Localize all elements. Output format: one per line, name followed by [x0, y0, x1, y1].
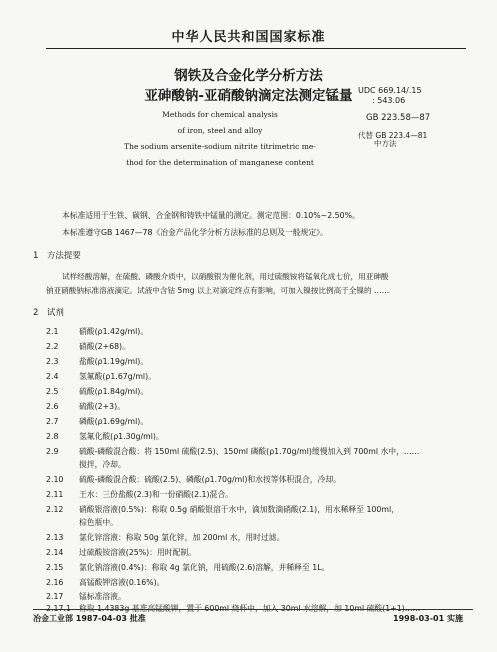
reagent-number: 2.15 — [46, 563, 64, 572]
reagent-item — [46, 562, 329, 573]
reagent-text: 称取 1.4383g 基准高锰酸钾，置于 600ml 烧杯中，加入 30ml 水溶解，加 10ml 硫酸(1+1)…… — [79, 604, 421, 613]
reagent-number: 2.12 — [46, 505, 64, 514]
gb-number: GB 223.58—87 — [366, 113, 431, 123]
title-en-line4: thod for the determination of manganese content — [126, 158, 314, 167]
reagent-item — [46, 547, 196, 558]
reagent-text: 硫酸-磷酸混合酸：硫酸(2.5)、磷酸(ρ1.70g/ml)和水按等体积混合，冷却。 — [79, 475, 341, 484]
reagent-text: 搅拌，冷却。 — [79, 460, 126, 469]
reagent-item — [46, 504, 399, 515]
reagent-item — [46, 517, 118, 528]
reagent-number: 2.5 — [46, 387, 59, 396]
title-en-line3: The sodium arsenite-sodium nitrite titrimetric me- — [124, 142, 316, 151]
udc-code-line2: : 543.06 — [372, 96, 406, 105]
reagent-item — [46, 416, 148, 427]
section-title-reagents: 2 试剂 — [33, 308, 64, 318]
reagent-text: 氢氟酸(ρ1.67g/ml)。 — [79, 372, 156, 381]
reagent-item — [46, 386, 148, 397]
reagent-text: 氢氟化酸(ρ1.30g/ml)。 — [79, 432, 164, 441]
reagent-number: 2.17.1 — [46, 604, 71, 613]
reagent-item — [46, 446, 419, 457]
reagent-number: 2.16 — [46, 578, 64, 587]
approval-note: 冶金工业部 1987-04-03 批准 — [33, 614, 146, 623]
reagent-number: 2.1 — [46, 327, 59, 336]
section-title-method-summary: 1 方法提要 — [33, 251, 81, 261]
header-rule — [46, 48, 466, 49]
reagent-text: 锰标准溶液。 — [79, 592, 126, 601]
reagent-number: 2.10 — [46, 475, 64, 484]
reagent-text: 氯化锌溶液：称取 50g 氯化锌，加 200ml 水，用时过滤。 — [79, 533, 285, 542]
method-summary-line1: 试样经酸溶解，在硫酸、磷酸介质中，以硝酸银为催化剂，用过硫酸铵将锰氧化成七价，用亚砷酸 — [62, 272, 389, 281]
reagent-text: 氯化钠溶液(0.4%)：称取 4g 氯化钠，用硫酸(2.6)溶解，并稀释至 1L。 — [79, 563, 330, 572]
reagent-text: 高锰酸钾溶液(0.16%)。 — [79, 578, 165, 587]
reagent-text: 硝酸(2+68)。 — [79, 342, 130, 351]
method-summary-line2: 钠亚硝酸钠标准溶液滴定。试液中含钴 5mg 以上对滴定终点有影响，可加入镍按比例高于全镍的 …… — [46, 286, 390, 295]
reagent-number: 2.11 — [46, 490, 64, 499]
reagent-text: 磷酸(ρ1.69g/ml)。 — [79, 417, 149, 426]
scope-paragraph: 本标准适用于生铁、碳钢、合金钢和铸铁中锰量的测定。测定范围：0.10%~2.50%。 — [62, 211, 360, 220]
reagent-text: 王水：三份盐酸(2.3)和一份硝酸(2.1)混合。 — [79, 490, 233, 499]
reagent-text: 硝酸(ρ1.42g/ml)。 — [79, 327, 149, 336]
reagent-item — [46, 577, 164, 588]
reagent-number: 2.9 — [46, 447, 59, 456]
reagent-number: 2.6 — [46, 402, 59, 411]
reagent-number: 2.13 — [46, 533, 64, 542]
title-zh-line2: 亚砷酸钠-亚硝酸钠滴定法测定锰量 — [144, 88, 353, 104]
reagent-text: 硫酸-磷酸混合酸：将 150ml 硫酸(2.5)、150ml 磷酸(ρ1.70g/ml)缓慢加入到 700ml 水中，…… — [79, 447, 420, 456]
reference-paragraph: 本标准遵守GB 1467—78《冶金产品化学分析方法标准的总则及一般规定》。 — [62, 228, 328, 237]
reagent-number: 2.8 — [46, 432, 59, 441]
replaces-note-line1: 代替 GB 223.4—81 — [358, 131, 428, 140]
implementation-date: 1998-03-01 实施 — [393, 614, 463, 623]
reagent-item — [46, 489, 233, 500]
title-en-line2: of iron, steel and alloy — [177, 126, 263, 135]
reagent-item — [46, 401, 125, 412]
reagent-item — [46, 431, 164, 442]
replaces-note-line2: 中方法 — [374, 139, 397, 148]
reagent-number: 2.2 — [46, 342, 59, 351]
reagent-number: 2.7 — [46, 417, 59, 426]
standard-header: 中华人民共和国国家标准 — [171, 30, 326, 45]
reagent-text: 盐酸(ρ1.19g/ml)。 — [79, 357, 149, 366]
reagent-item — [46, 356, 148, 367]
udc-code-line1: UDC 669.14/.15 — [358, 86, 422, 95]
title-zh-line1: 钢铁及合金化学分析方法 — [174, 68, 323, 84]
reagent-item — [46, 591, 126, 602]
footer-rule — [33, 609, 473, 610]
reagent-item — [46, 459, 126, 470]
reagent-text: 硝酸银溶液(0.5%)：称取 0.5g 硝酸银溶于水中，滴加数滴硝酸(2.1)，用水稀释至 100ml， — [79, 505, 399, 514]
reagent-number: 2.14 — [46, 548, 64, 557]
reagent-text: 硫酸(2+3)。 — [79, 402, 125, 411]
reagent-number: 2.4 — [46, 372, 59, 381]
reagent-item — [46, 474, 341, 485]
reagent-item — [46, 532, 284, 543]
title-en-line1: Methods for chemical analysis — [162, 110, 278, 119]
reagent-text: 硫酸(ρ1.84g/ml)。 — [79, 387, 149, 396]
reagent-item — [46, 371, 156, 382]
reagent-text: 棕色瓶中。 — [79, 518, 118, 527]
reagent-number: 2.3 — [46, 357, 59, 366]
reagent-text: 过硫酸铵溶液(25%)：用时配制。 — [79, 548, 196, 557]
reagent-item — [46, 326, 148, 337]
reagent-item — [46, 341, 130, 352]
reagent-number: 2.17 — [46, 592, 64, 601]
